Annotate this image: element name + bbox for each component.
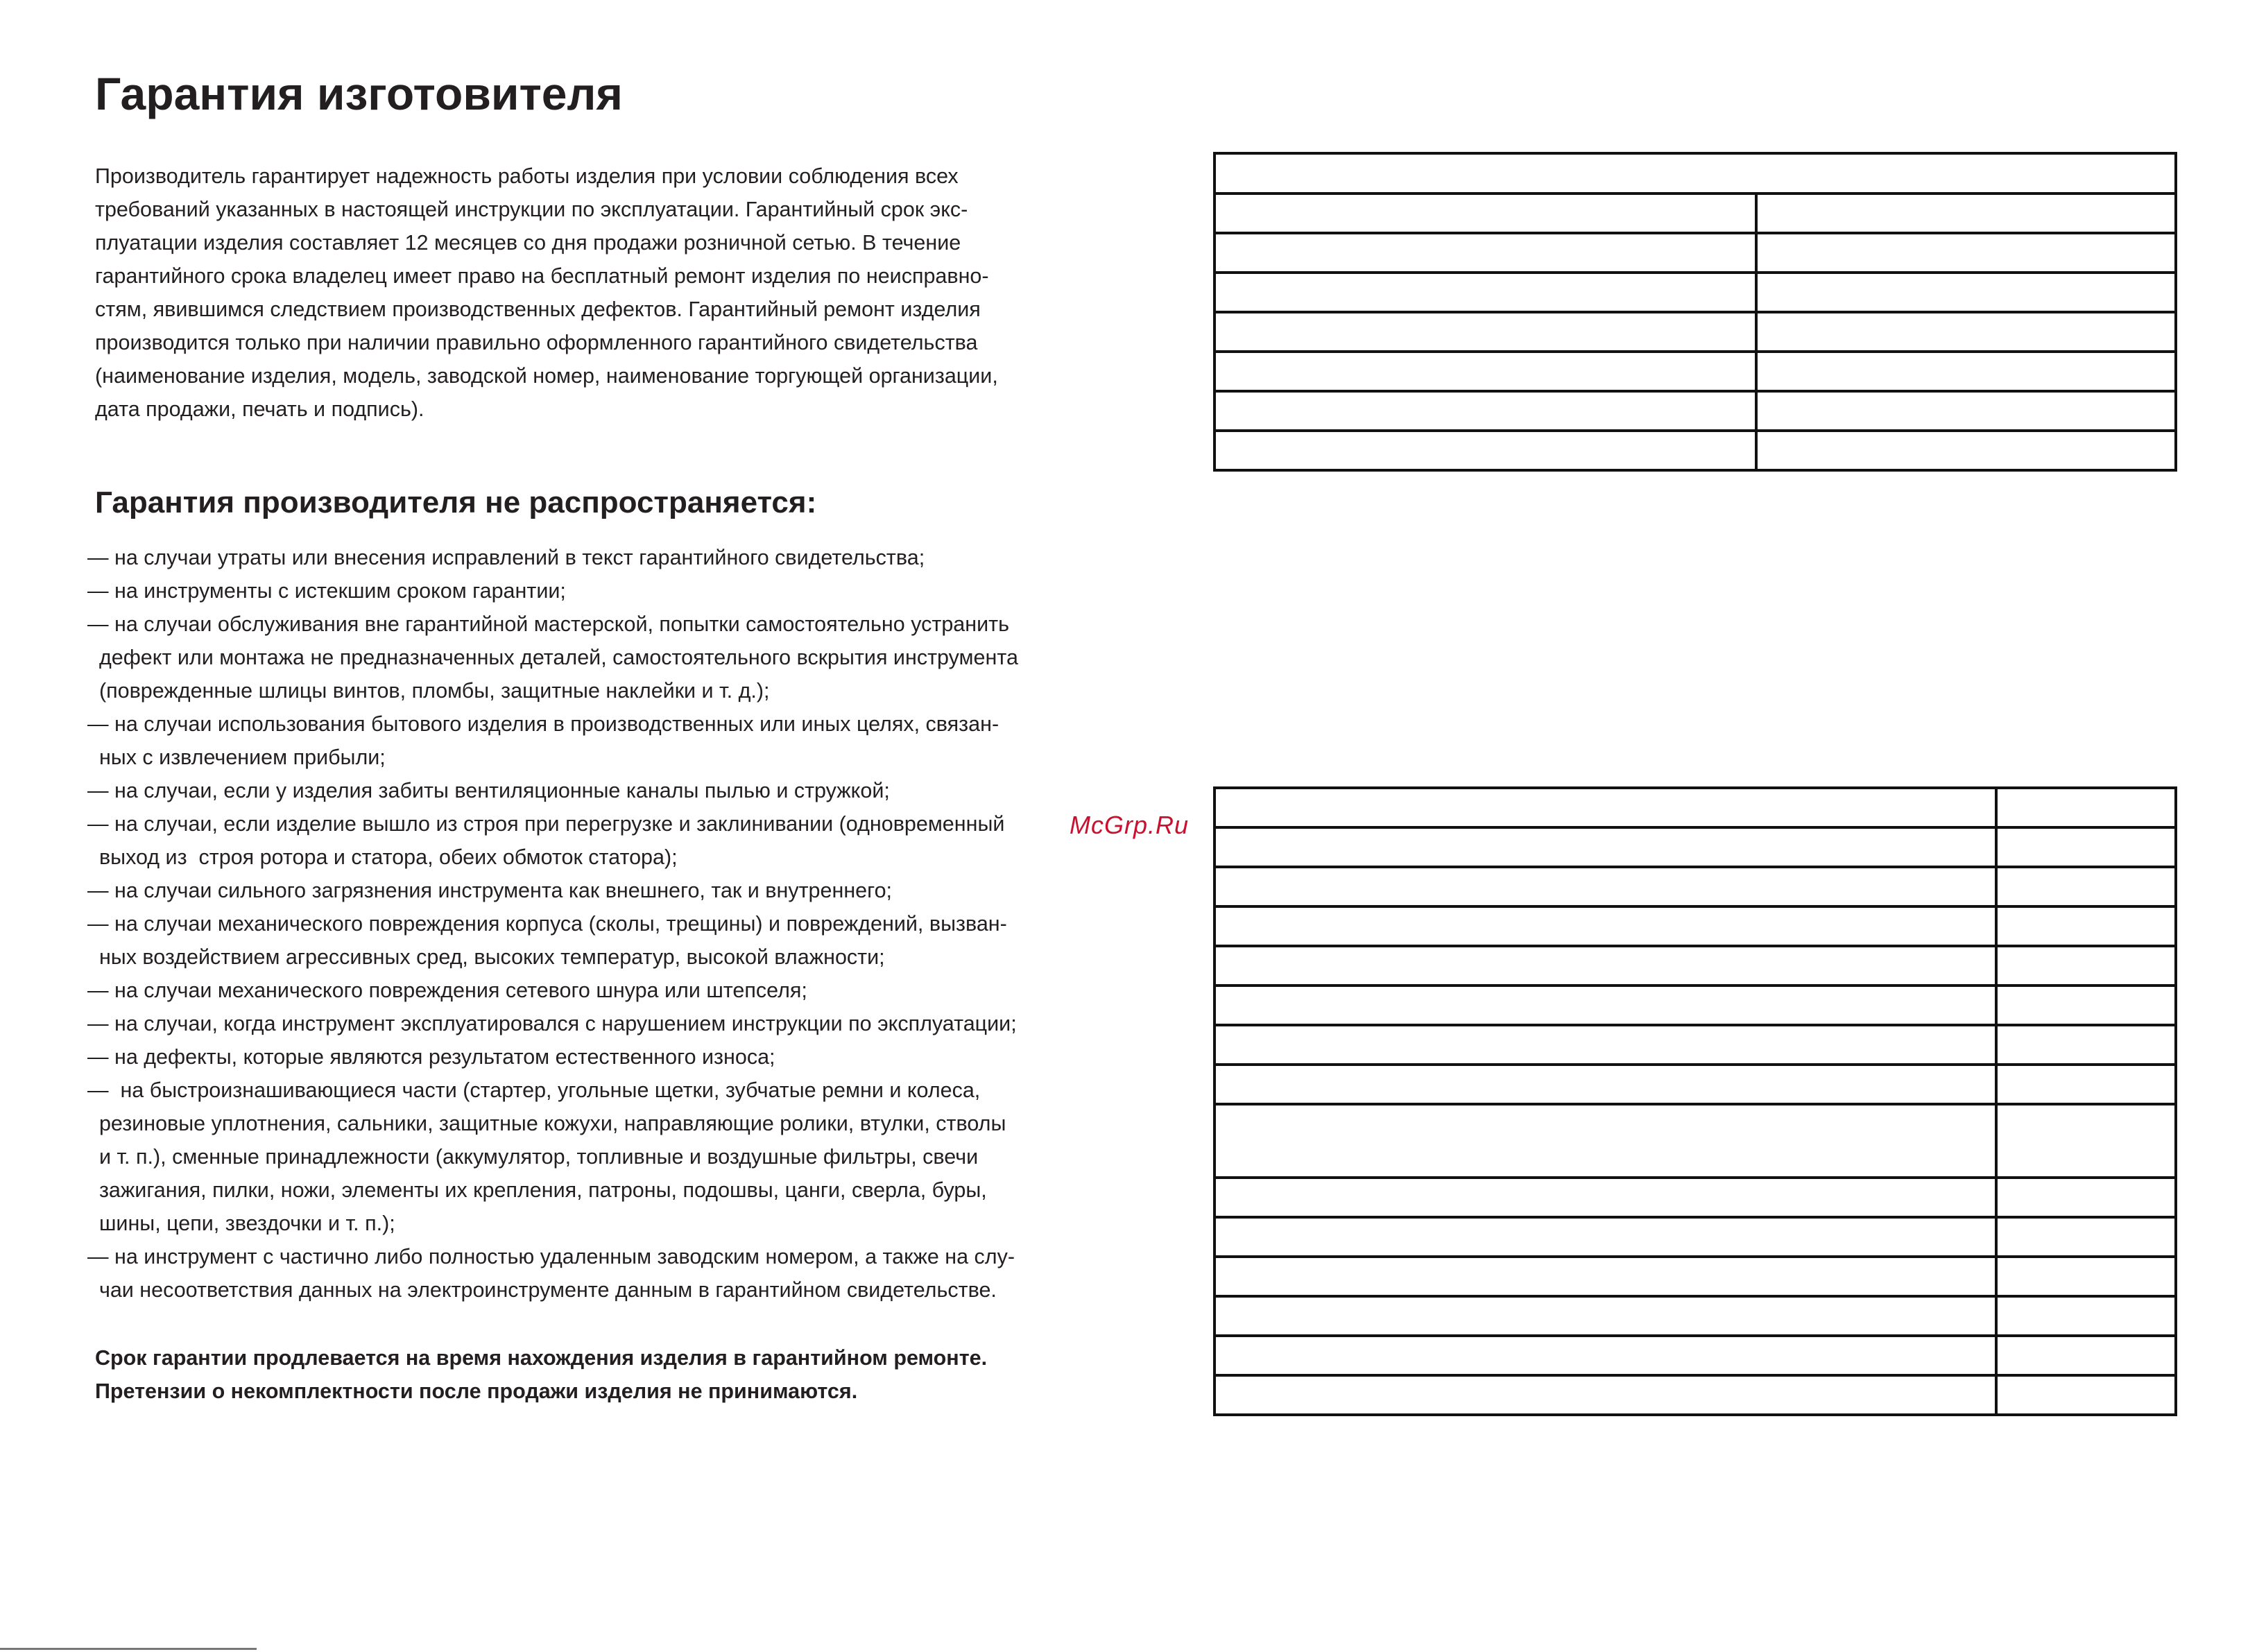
table-row	[1214, 153, 2176, 193]
table-row	[1214, 1025, 2176, 1065]
intro-line: Производитель гарантирует надежность работы изделия при условии соблюдения всех	[95, 164, 959, 188]
table-cell[interactable]	[1214, 1178, 1996, 1217]
completeness-claims-note: Претензии о некомплектности после продажи изделия не принимаются.	[95, 1379, 858, 1403]
warranty-card-table	[1213, 152, 2177, 472]
table-cell[interactable]	[1756, 431, 2176, 470]
table-cell[interactable]	[1996, 1217, 2176, 1257]
exclusion-line: — на случаи механического повреждения сетевого шнура или штепселя;	[87, 979, 807, 1002]
table-cell[interactable]	[1996, 1336, 2176, 1375]
table-cell[interactable]	[1996, 1025, 2176, 1065]
table-cell[interactable]	[1214, 1375, 1996, 1415]
exclusion-line: — на случаи, если изделие вышло из строя при перегрузке и заклинивании (одновременный	[87, 812, 1005, 836]
table-cell[interactable]	[1996, 827, 2176, 867]
table-row	[1214, 1336, 2176, 1375]
table-cell[interactable]	[1996, 788, 2176, 827]
footer-notes	[95, 1341, 987, 1408]
table-cell[interactable]	[1214, 1336, 1996, 1375]
table-cell[interactable]	[1214, 312, 1756, 352]
table-cell[interactable]	[1996, 1375, 2176, 1415]
table-cell[interactable]	[1214, 391, 1756, 431]
table-row	[1214, 1217, 2176, 1257]
exclusion-line: — на случаи сильного загрязнения инструмента как внешнего, так и внутреннего;	[87, 879, 893, 902]
warranty-extension-note: Срок гарантии продлевается на время нахождения изделия в гарантийном ремонте.	[95, 1346, 988, 1370]
table-row	[1214, 1296, 2176, 1336]
exclusion-line: (поврежденные шлицы винтов, пломбы, защитные наклейки и т. д.);	[87, 679, 770, 703]
intro-line: гарантийного срока владелец имеет право на бесплатный ремонт изделия по неисправно-	[95, 264, 989, 288]
table-row	[1214, 431, 2176, 470]
table-cell[interactable]	[1756, 273, 2176, 312]
exclusion-line: — на быстроизнашивающиеся части (стартер, угольные щетки, зубчатые ремни и колеса,	[87, 1078, 981, 1102]
intro-line: (наименование изделия, модель, заводской номер, наименование торгующей организации,	[95, 364, 998, 388]
table-cell[interactable]	[1214, 352, 1756, 391]
table-row	[1214, 193, 2176, 233]
table-row	[1214, 1104, 2176, 1178]
exclusion-line: — на случаи, если у изделия забиты вентиляционные каналы пылью и стружкой;	[87, 779, 890, 802]
table-cell[interactable]	[1996, 946, 2176, 986]
exclusion-line: — на случаи, когда инструмент эксплуатировался с нарушением инструкции по эксплуатации;	[87, 1012, 1017, 1035]
exclusion-line: — на инструменты с истекшим сроком гарантии;	[87, 579, 566, 603]
exclusion-line: выход из строя ротора и статора, обеих обмоток статора);	[87, 845, 678, 869]
intro-line: требований указанных в настоящей инструкции по эксплуатации. Гарантийный срок экс-	[95, 198, 968, 221]
table-cell[interactable]	[1214, 827, 1996, 867]
exclusion-line: зажигания, пилки, ножи, элементы их крепления, патроны, подошвы, цанги, сверла, буры,	[87, 1178, 987, 1202]
table-cell[interactable]	[1214, 1296, 1996, 1336]
exclusion-line: — на инструмент с частично либо полностью удаленным заводским номером, а также на слу-	[87, 1245, 1015, 1268]
table-cell[interactable]	[1214, 233, 1756, 273]
table-cell[interactable]	[1996, 986, 2176, 1025]
table-cell[interactable]	[1996, 1178, 2176, 1217]
repairs-table	[1213, 786, 2177, 1416]
table-cell[interactable]	[1214, 788, 1996, 827]
table-cell[interactable]	[1996, 1065, 2176, 1104]
table-row	[1214, 352, 2176, 391]
table-cell[interactable]	[1214, 867, 1996, 906]
table-cell[interactable]	[1214, 1257, 1996, 1296]
table-row	[1214, 233, 2176, 273]
table-row	[1214, 1375, 2176, 1415]
table-row	[1214, 986, 2176, 1025]
table-cell[interactable]	[1756, 352, 2176, 391]
table-row	[1214, 1257, 2176, 1296]
exclusion-line: шины, цепи, звездочки и т. п.);	[87, 1212, 395, 1235]
table-cell[interactable]	[1756, 312, 2176, 352]
table-cell[interactable]	[1214, 1065, 1996, 1104]
exclusion-line: ных с извлечением прибыли;	[87, 746, 386, 769]
table-row	[1214, 906, 2176, 946]
table-cell[interactable]	[1996, 1257, 2176, 1296]
exclusion-line: ных воздействием агрессивных сред, высоких температур, высокой влажности;	[87, 945, 885, 969]
exclusion-line: — на случаи механического повреждения корпуса (сколы, трещины) и повреждений, вызван-	[87, 912, 1007, 936]
exclusion-line: — на случаи обслуживания вне гарантийной мастерской, попытки самостоятельно устранить	[87, 612, 1009, 636]
table-row	[1214, 946, 2176, 986]
table-row	[1214, 273, 2176, 312]
exclusion-line: — на случаи использования бытового изделия в производственных или иных целях, связан-	[87, 712, 999, 736]
table-row	[1214, 1178, 2176, 1217]
table-cell[interactable]	[1214, 431, 1756, 470]
table-cell[interactable]	[1996, 906, 2176, 946]
watermark: McGrp.Ru	[1070, 811, 1190, 839]
table-cell[interactable]	[1214, 1025, 1996, 1065]
bottom-rule	[0, 1648, 257, 1650]
table-cell[interactable]	[1214, 946, 1996, 986]
table-cell[interactable]	[1214, 153, 2176, 193]
exclusion-line: — на случаи утраты или внесения исправлений в текст гарантийного свидетельства;	[87, 546, 925, 569]
intro-line: плуатации изделия составляет 12 месяцев со дня продажи розничной сетью. В течение	[95, 231, 961, 255]
table-cell[interactable]	[1214, 1104, 1996, 1178]
table-row	[1214, 788, 2176, 827]
table-row	[1214, 827, 2176, 867]
exclusion-line: и т. п.), сменные принадлежности (аккумулятор, топливные и воздушные фильтры, свечи	[87, 1145, 979, 1169]
page-title: Гарантия изготовителя	[95, 68, 623, 119]
table-cell[interactable]	[1214, 986, 1996, 1025]
exclusion-line: дефект или монтажа не предназначенных деталей, самостоятельного вскрытия инструмента	[87, 646, 1018, 669]
table-cell[interactable]	[1214, 906, 1996, 946]
intro-paragraph	[95, 160, 1066, 426]
intro-line: стям, явившимся следствием производственных дефектов. Гарантийный ремонт изделия	[95, 298, 981, 321]
table-cell[interactable]	[1996, 1104, 2176, 1178]
exclusion-line: — на дефекты, которые являются результатом естественного износа;	[87, 1045, 775, 1069]
table-cell[interactable]	[1756, 233, 2176, 273]
table-row	[1214, 391, 2176, 431]
table-row	[1214, 312, 2176, 352]
table-cell[interactable]	[1214, 273, 1756, 312]
table-cell[interactable]	[1756, 193, 2176, 233]
exclusions-title: Гарантия производителя не распространяется:	[95, 485, 817, 519]
table-cell[interactable]	[1996, 1296, 2176, 1336]
table-cell[interactable]	[1996, 867, 2176, 906]
table-cell[interactable]	[1756, 391, 2176, 431]
intro-line: производится только при наличии правильно оформленного гарантийного свидетельства	[95, 331, 978, 354]
table-row	[1214, 1065, 2176, 1104]
table-row	[1214, 867, 2176, 906]
exclusion-line: чаи несоответствия данных на электроинструменте данным в гарантийном свидетельстве.	[87, 1278, 997, 1302]
exclusions-list	[87, 541, 1072, 1307]
table-cell[interactable]	[1214, 1217, 1996, 1257]
table-cell[interactable]	[1214, 193, 1756, 233]
intro-line: дата продажи, печать и подпись).	[95, 397, 424, 421]
exclusion-line: резиновые уплотнения, сальники, защитные кожухи, направляющие ролики, втулки, стволы	[87, 1112, 1006, 1135]
